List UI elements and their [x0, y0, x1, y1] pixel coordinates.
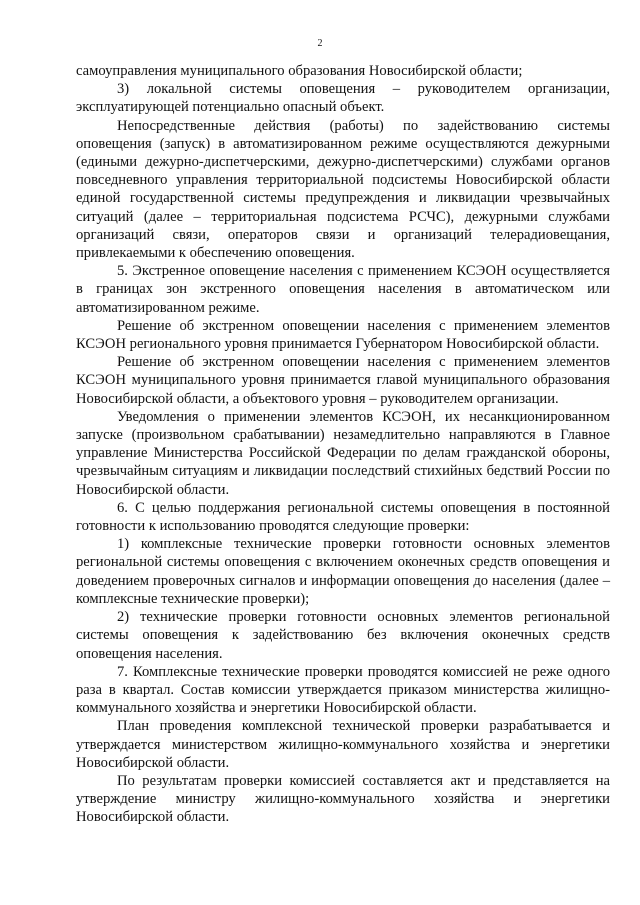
paragraph-1: самоуправления муниципального образования Новосибирской области;	[76, 63, 523, 79]
paragraph-8: 6. С целью поддержания региональной системы оповещения в постоянной готовности к использованию проводятся следующие проверки:	[76, 499, 610, 535]
paragraph-13: По результатам проверки комиссией составляется акт и представляется на утверждение министру жилищно-коммунального хозяйства и энергетики Новосибирской области.	[76, 772, 610, 826]
paragraph-7: Уведомления о применении элементов КСЭОН, их несанкционированном запуске (произвольном срабатывании) незамедлительно направляются в Главное управление Министерства Российской Федерации по делам гражданской обороны, чрезвычайным ситуациям и ликвидации последствий стихийных бедствий России по Новосибирской области.	[76, 408, 610, 498]
paragraph-4: 5. Экстренное оповещение населения с применением КСЭОН осуществляется в границах зон экстренного оповещения населения в автоматическом или автоматизированном режиме.	[76, 263, 610, 316]
paragraph-12: План проведения комплексной технической проверки разрабатывается и утверждается министерством жилищно-коммунального хозяйства и энергетики Новосибирской области.	[76, 718, 610, 771]
paragraph-2: 3) локальной системы оповещения – руководителем организации, эксплуатирующей потенциально опасный объект.	[76, 81, 610, 116]
page-number: 2	[317, 38, 323, 49]
paragraph-10: 2) технические проверки готовности основных элементов региональной системы оповещения к задействованию без включения оконечных средств оповещения населения.	[76, 609, 610, 662]
paragraph-9: 1) комплексные технические проверки готовности основных элементов региональной системы оповещения с включением оконечных средств оповещения и доведением проверочных сигналов и информации оповещения до населения (далее – комплексные технические проверки);	[76, 536, 610, 607]
paragraph-11: 7. Комплексные технические проверки проводятся комиссией не реже одного раза в квартал. Состав комиссии утверждается приказом министерства жилищно-коммунального хозяйства и энергетики Новосибирской области.	[76, 663, 610, 717]
paragraph-6: Решение об экстренном оповещении населения с применением элементов КСЭОН муниципального уровня принимается главой муниципального образования Новосибирской области, а объектового уровня – руководителем организации.	[76, 354, 610, 407]
paragraph-5: Решение об экстренном оповещении населения с применением элементов КСЭОН регионального уровня принимается Губернатором Новосибирской области.	[76, 317, 610, 353]
document-body	[76, 62, 610, 827]
paragraph-3: Непосредственные действия (работы) по задействованию системы оповещения (запуск) в автоматизированном режиме осуществляются дежурными (едиными дежурно-диспетчерскими, дежурно-диспетчерскими) службами органов повседневного управления территориальной подсистемы Новосибирской области единой государственной системы предупреждения и ликвидации чрезвычайных ситуаций (далее – территориальная подсистема РСЧС), дежурными службами организаций связи, операторов связи и организаций телерадиовещания, привлекаемыми к обеспечению оповещения.	[76, 117, 610, 262]
